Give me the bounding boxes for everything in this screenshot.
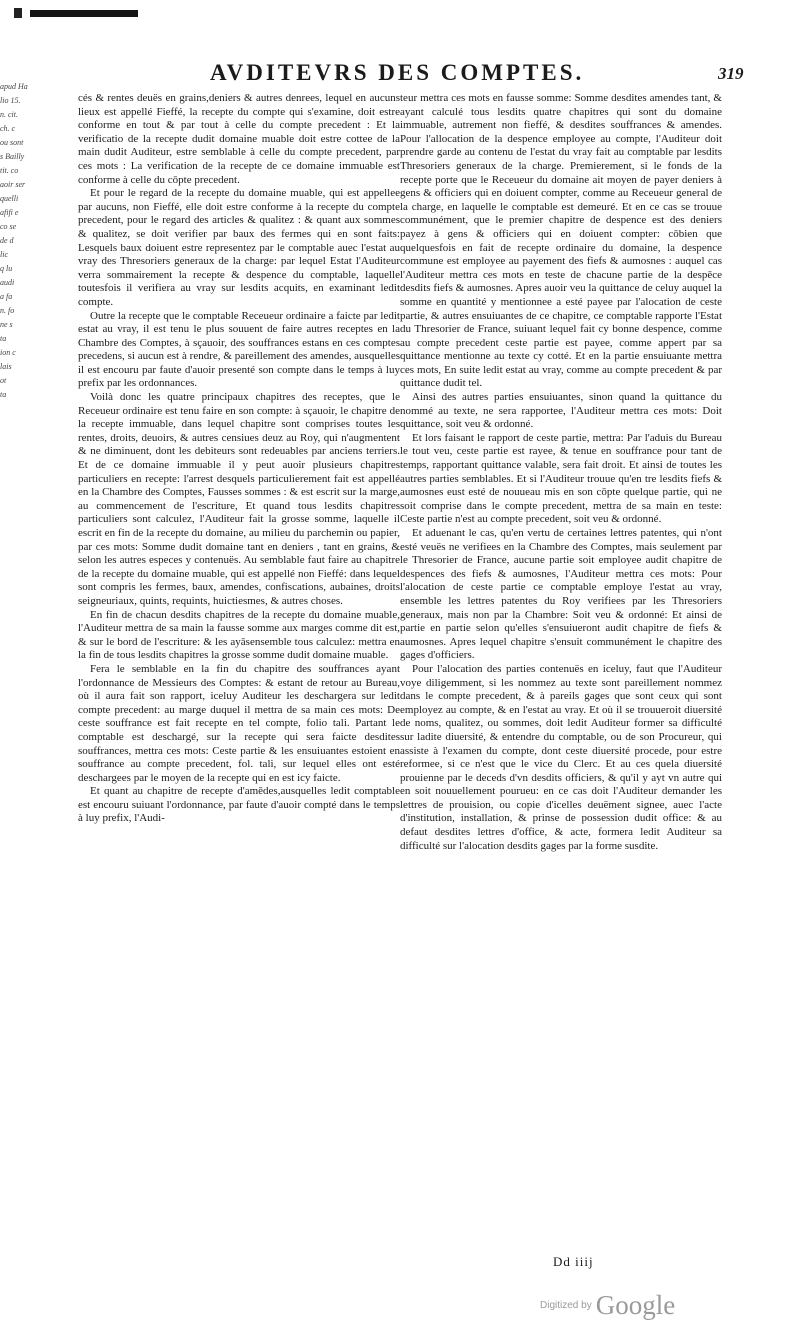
margin-note: tit. co <box>0 166 19 175</box>
paragraph: Et aduenant le cas, qu'en vertu de certaines lettres patentes, qui n'ont esté veuës ne verifiees en la Chambre des Comptes, mais seulement par le Thresorier de France, aucune partie soit employee audit chapitre de despences des fiefs & aumosnes, l'Auditeur mettra ces mots: Pour l'alocation de ceste partie ce comptable employe l'estat au vray, ensemble les lettres patentes du Roy verifiees par les Thresoriers generaux, mais non par la Chambre: Soit veu & ordonné: Et ainsi de partie en partie selon qu'elles s'ensuiueront audit chapitre de fiefs & aumosnes. Apres lequel chapitre s'ensuit communément le chapitre des gages d'officiers. <box>400 527 722 662</box>
margin-note: ou sont <box>0 138 24 147</box>
paragraph: Et pour le regard de la recepte du domaine muable, qui est appellee par aucuns, non Fieffé, elle doit estre conforme à la recepte du compte precedent, pour le regard des articles & qualitez : & quant aux sommes & qualitez, se doit verifier par baux des fermes qui en sont faits: Lesquels baux doiuent estre representez par le comptable auec l'estat au vray des Thresoriers generaux de la charge: par lequel Estat l'Auditeur verra sommairement la recepte & despence du comptable, laquelle toutesfois il verifiera au vray sur lesdits acquits, en examinant ledit compte. <box>78 187 400 308</box>
margin-note: co se <box>0 222 17 231</box>
margin-note: apud Ha <box>0 82 28 91</box>
right-column <box>400 92 722 1232</box>
margin-note: lais <box>0 362 12 371</box>
margin-note: a fa <box>0 292 13 301</box>
signature-mark: Dd iiij <box>553 1254 594 1269</box>
paragraph: Et lors faisant le rapport de ceste partie, mettra: Par l'aduis du Bureau le tout veu, ceste partie est rayee, & tenue en souffrance pour tant de temps, rapportant quittance valable, sera fait droit. Et ainsi de toutes les autres parties semblables. Et si l'Auditeur trouue qu'en tre lesdits fiefs & aumosnes eust esté de nouueau mis en son cōpte quelque partie, qui ne soit comprise dans le compte precedent, mettra de sa main en teste: Ceste partie n'est au compte precedent, soit veu & ordonné. <box>400 431 722 526</box>
margin-note: n. cit. <box>0 110 18 119</box>
margin-note: lio 15. <box>0 96 21 105</box>
top-ornament-rule <box>30 10 138 17</box>
google-logo: Google <box>595 1290 676 1320</box>
paragraph: Pour l'alocation des parties contenuës en iceluy, faut que l'Auditeur voye diligemment, si les nommez au texte sont pareillement nommez dans le compte precedent, & à pareils gages que sont ceux qui sont employez au compte, & en l'estat au vray. Et où il se trouueroit diuersité de noms, qualitez, ou sommes, doit ledit Auditeur former sa difficulté sur ladite diuersité, & entendre du comptable, ou de son Procureur, qui assiste à l'examen du compte, dont ceste diuersité procede, pour estre reformee, si ce n'est que le vice du Clerc. Et au ces quela diuersité prouienne par le deceds d'vn desdits officiers, & qu'il y ayt vn autre qui en soit nouuellement pourueu: en ce cas doit l'Auditeur demander les lettres de prouision, ou copie d'icelles deuëment signee, auec l'acte d'institution, installation, & prinse de possession dudit office: & au defaut desdites lettres d'office, & acte, formera ledit Auditeur sa difficulté sur l'alocation desdits gages par la forme susdite. <box>400 662 722 852</box>
paragraph: teur mettra ces mots en fausse somme: Somme desdites amendes tant, & ayant calculé tous lesdits quatre chapitres qui sont du domaine immuable, autrement non fieffé, & desdites souffrances & amendes. Pour l'allocation de la despence employee au compte, l'Auditeur doit prendre garde au contenu de l'estat du vray fait au comptable par lesdits Thresoriers generaux de la charge. Premierement, si le fonds de la recepte porte que le Receueur du domaine ait moyen de payer deniers à gens & officiers qui en doiuent compter, comme au Receueur general de la charge, en laquelle le comptable est demeuré. Et en ce cas se trouue communément, que le premier chapitre de despence est des deniers payez à gens & officiers qui en doiuent compter: cōbien que quelquesfois en fait de recepte ordinaire du domaine, la despence commune est employee au payement des fiefs & aumosnes : auquel cas l'Auditeur mettra ces mots en teste de chacune partie de la despēce desdits fiefs & aumosnes. Apres auoir veu la quittance de celuy auquel la somme en quantité y mentionnee a esté payee par l'alocation de ceste partie, & autres ensuiuantes de ce chapitre, ce comptable rapporte l'Estat du Thresorier de France, suiuant lequel fait cy bonne despence, comme au compte precedent ceste partie est payee, comme appert par sa quittance mentionne au texte cy cotté. Et en la partie ensuiuante mettra ces mots, En suite ledit estat au vray, comme au compte precedent & par quittance dudit tel. <box>400 92 722 390</box>
margin-note: de d <box>0 236 14 245</box>
page-number: 319 <box>718 64 744 83</box>
left-column <box>78 92 400 1227</box>
margin-note: q lu <box>0 264 13 273</box>
paragraph: Voilà donc les quatre principaux chapitres des receptes, que le Receueur ordinaire est tenu faire en son compte: à sçauoir, le chapitre de la recepte immuable, dans lequel chapitre sont comprises toutes les rentes, droits, deuoirs, & autres censiues deuz au Roy, qui n'augmentent & ne diminuent, dont les debiteurs sont redeuables par anciens terriers. Et de ce domaine immuable il y peut auoir plusieurs chapitres particuliers en recepte: l'arrest desquels particulierement fait est appellé en la Chambre des Comptes, Fausses sommes : & est escrit sur la marge, au commencement de l'escriture, Et quand tous lesdits chapitres particuliers sont calculez, l'Auditeur fait la grosse somme, laquelle il escrit en fin de la recepte du domaine, au milieu du parchemin ou papier, par ces mots: Somme dudit domaine tant en deniers , tant en grains, & selon les autres especes y contenuës. Au semblable faut faire au chapitre de la recepte du domaine muable, qui est appellé non Fieffé: dans lequel sont compris les fermes, baux, amendes, confiscations, aubaines, droits seigneuriaux, quints, requints, huictiesmes, & autres choses. <box>78 391 400 607</box>
margin-note: ta <box>0 334 7 343</box>
margin-note: aoir ser <box>0 180 26 189</box>
paragraph: Outre la recepte que le comptable Receueur ordinaire a faicte par ledit estat au vray, il est tenu le plus souuent de faire autres receptes en la Chambre des Comptes, à sçauoir, des souffrances estans en ces comptes precedens, si aucun est à rendre, & pareillement des amendes, ausquelles il est encouru par faute d'auoir presenté son compte dans le temps à luy prefix par les ordonnances. <box>78 309 400 390</box>
margin-note: ot <box>0 376 7 385</box>
margin-note: s Bailly <box>0 152 25 161</box>
margin-note: n. fo <box>0 306 15 315</box>
margin-note: ch. c <box>0 124 16 133</box>
paragraph: Et quant au chapitre de recepte d'amēdes,ausquelles ledit comptable est encouru suiuant l'ordonnance, par faute d'auoir compté dans le temps à luy prefix, l'Audi- <box>78 785 400 825</box>
digitized-watermark <box>540 1290 770 1330</box>
margin-note: afifi e <box>0 208 19 217</box>
margin-note: ion c <box>0 348 16 357</box>
margin-note: lic <box>0 250 8 259</box>
watermark-prefix: Digitized by <box>540 1300 592 1311</box>
ornament-dot <box>14 8 22 18</box>
margin-note: audi <box>0 278 15 287</box>
paragraph: Ainsi des autres parties ensuiuantes, sinon quand la quittance du nommé au texte, ne sera rapportee, l'Auditeur mettra ces mots: Doit quittance, soit veu & ordonné. <box>400 391 722 431</box>
paragraph: En fin de chacun desdits chapitres de la recepte du domaine muable, l'Auditeur mettra de sa main la fausse somme aux marges comme dit est, & sur le bord de l'escriture: & les ayāsensemble tous calculez: mettra en la fin de tous lesdits chapitres la grosse somme dudit domaine muable. <box>78 608 400 662</box>
paragraph: Fera le semblable en la fin du chapitre des souffrances ayant l'ordonnance de Messieurs des Comptes: & estant de retour au Bureau, où il aura fait son rapport, iceluy Auditeur les deschargera sur ledit compte precedent: au marge duquel il mettra de sa main ces mots: De ceste souffrance est fait recepte en tel compte, folio tali. Partant le comptable est deschargé, sur la recepte qui sera faicte desdites souffrances, mettra ces mots: Ceste partie & les ensuiuantes estoient en souffrance au compte precedent, fol. tali, sur lequel elles ont esté deschargees par le moyen de la recepte qui en est icy faicte. <box>78 662 400 784</box>
margin-note: ta <box>0 390 7 399</box>
paragraph: cés & rentes deuës en grains,deniers & autres denrees, lequel en aucuns lieux est appellé Fieffé, la recepte du compte qui s'examine, doit estre conforme en tout & par tout à celle du compte precedent : Et la verificatio de la recepte dudit domaine muable doit estre cottee de la main dudit Auditeur, estre semblable à celle du compte precedent, par ces mots : La verification de la recepte de ce domaine immuable est conforme à celle du cōpte precedent. <box>78 92 400 186</box>
margin-notes <box>0 80 28 600</box>
running-header: AVDITEVRS DES COMPTES. <box>210 60 585 85</box>
margin-note: quelli <box>0 194 19 203</box>
margin-note: ne s <box>0 320 13 329</box>
